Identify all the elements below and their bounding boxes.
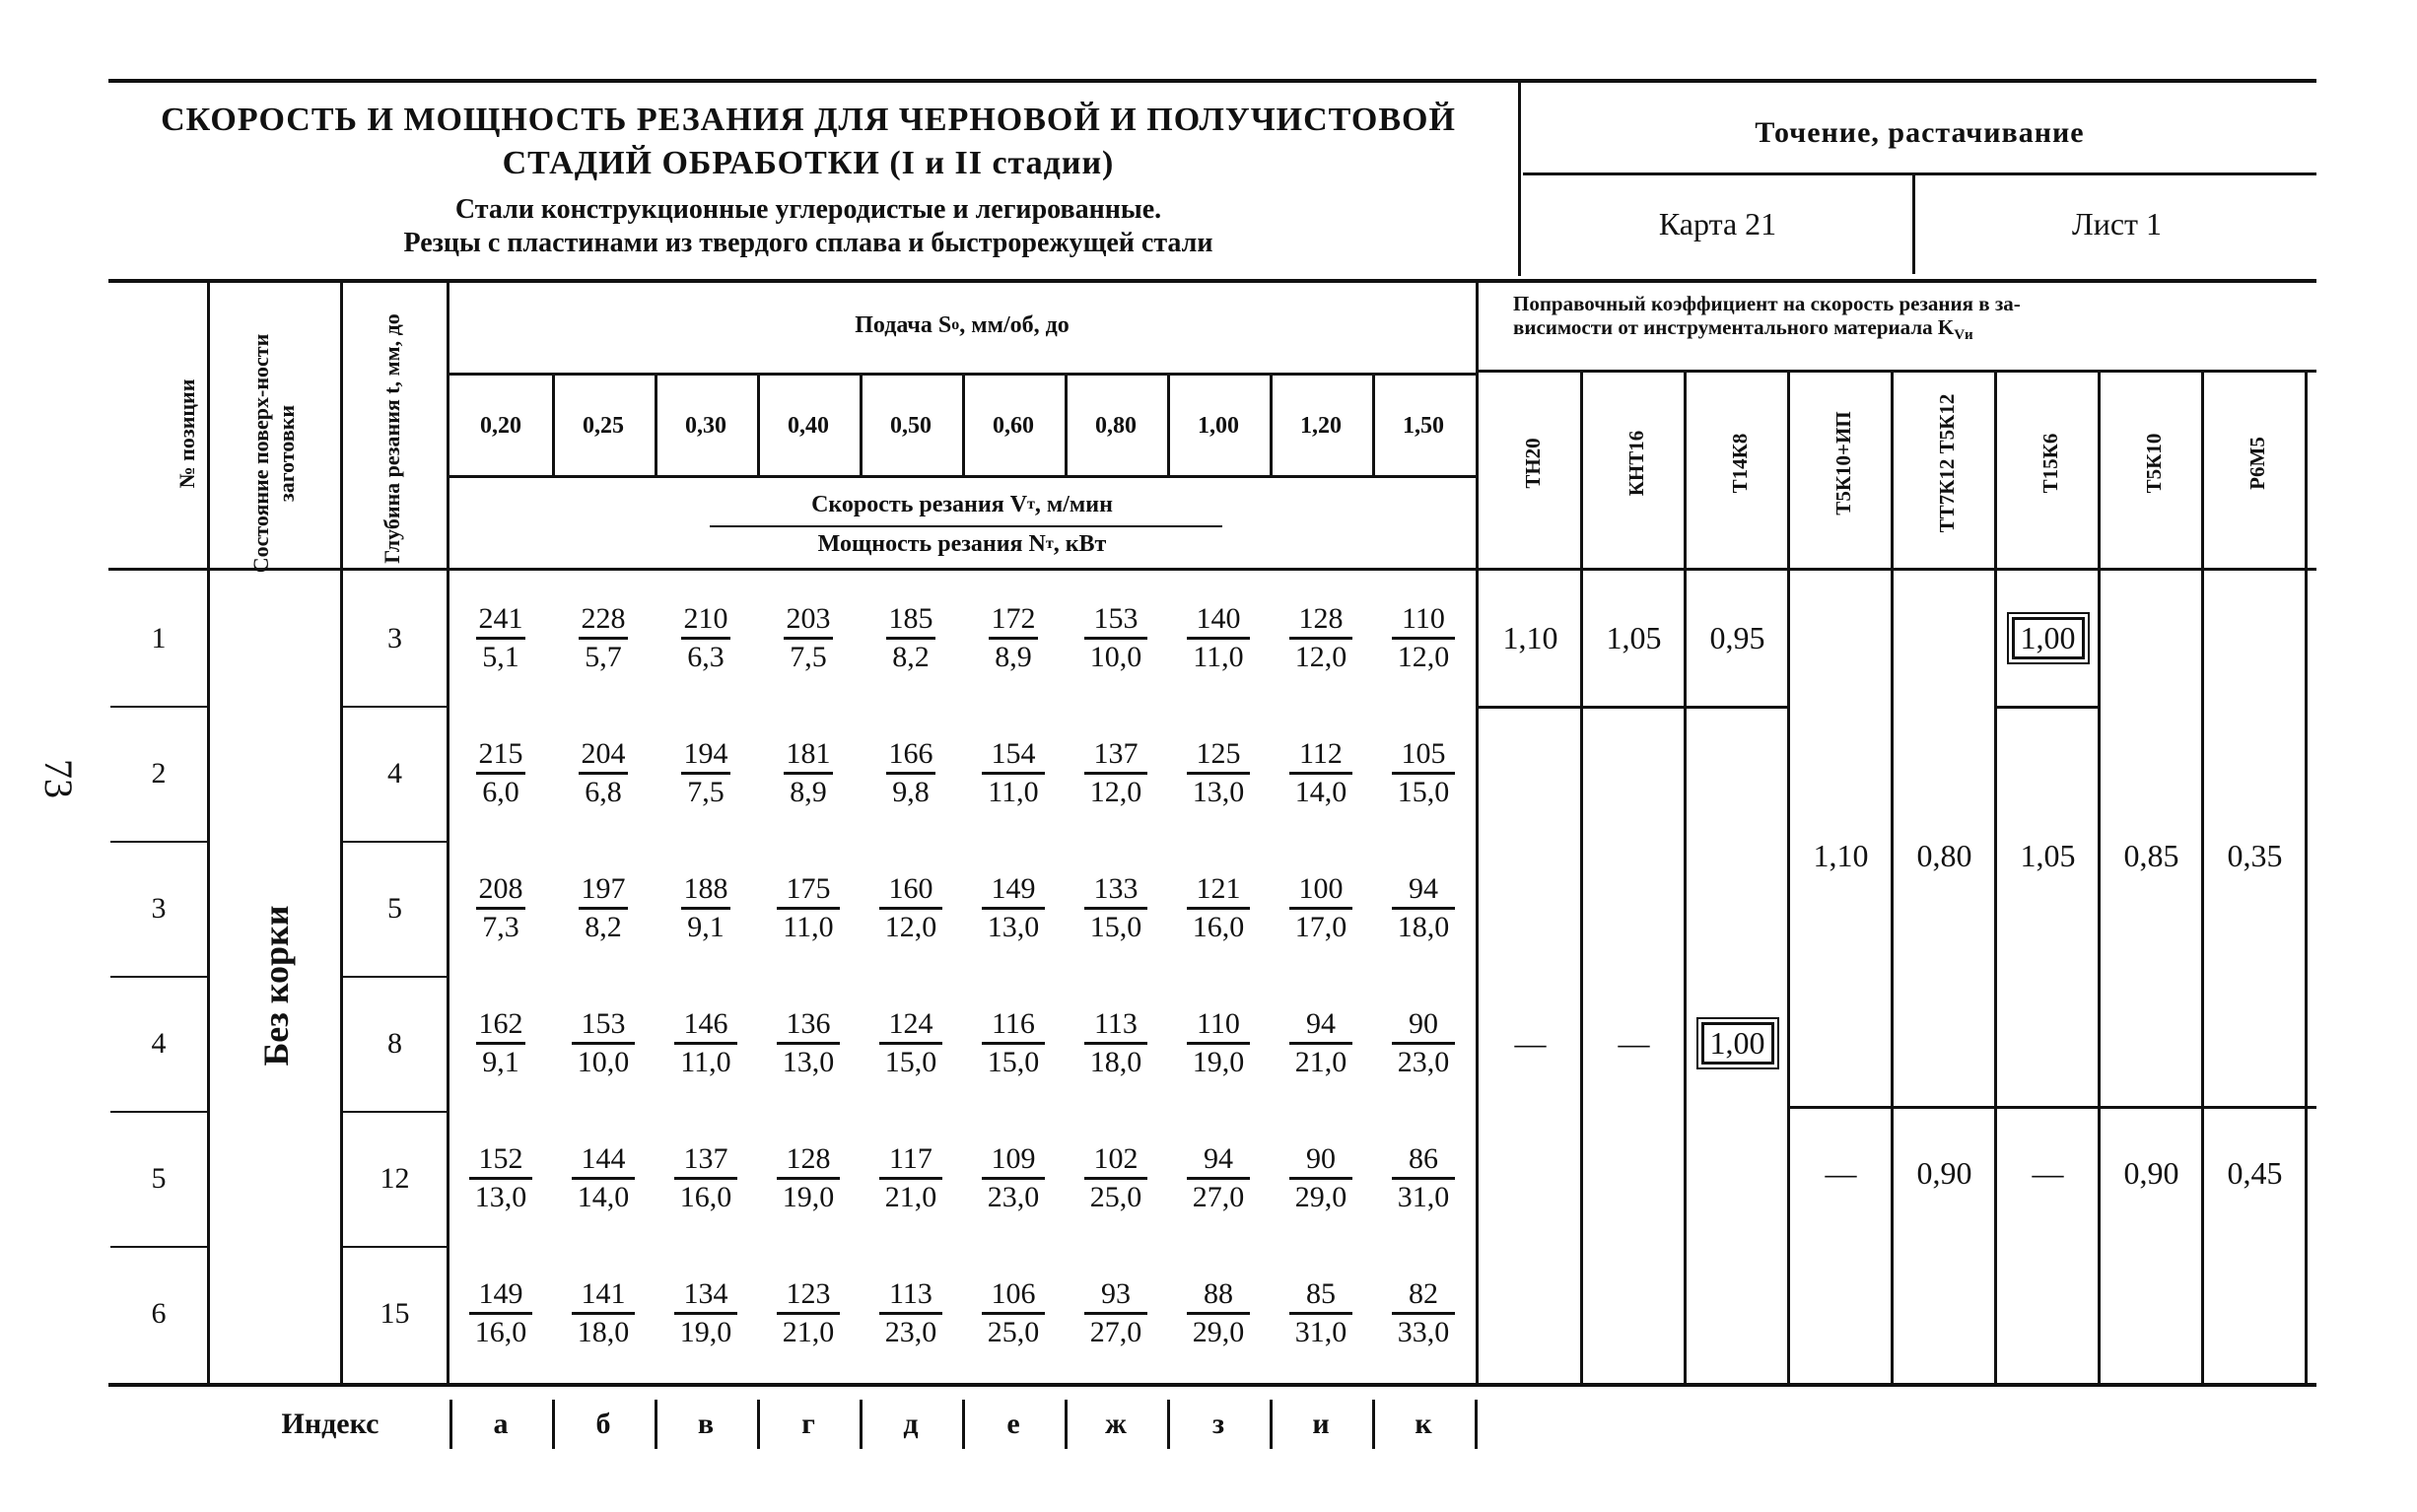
speed-value: 153 bbox=[1093, 602, 1139, 635]
card-number: Карта 21 bbox=[1658, 206, 1777, 241]
speed-power-cell bbox=[1372, 859, 1475, 958]
power-value: 23,0 bbox=[879, 1312, 943, 1350]
speed-value: 100 bbox=[1298, 872, 1344, 905]
speed-power-cell bbox=[1270, 588, 1372, 688]
speed-value: 94 bbox=[1306, 1007, 1336, 1040]
power-value: 13,0 bbox=[777, 1042, 841, 1080]
speed-value: 82 bbox=[1409, 1277, 1438, 1310]
speed-value: 175 bbox=[786, 872, 831, 905]
surface-value: Без корки bbox=[256, 905, 296, 1066]
speed-power-cell bbox=[655, 994, 757, 1093]
power-value: 18,0 bbox=[1084, 1042, 1148, 1080]
speed-value: 172 bbox=[991, 602, 1036, 635]
index-letter: а bbox=[493, 1408, 509, 1440]
speed-power-cell bbox=[449, 1129, 552, 1228]
speed-value: 109 bbox=[991, 1142, 1036, 1175]
coef-t5k10-text: 0,85 bbox=[2123, 837, 2179, 873]
coef-t15k6-dash-text: — bbox=[2032, 1154, 2064, 1191]
power-value: 12,0 bbox=[1289, 637, 1353, 675]
speed-value: 90 bbox=[1409, 1007, 1438, 1040]
speed-power-cell bbox=[757, 994, 860, 1093]
position-number: 2 bbox=[151, 756, 167, 790]
speed-value: 90 bbox=[1306, 1142, 1336, 1175]
power-value: 21,0 bbox=[777, 1312, 841, 1350]
feed-header: Подача S о , мм/об, до bbox=[855, 311, 1070, 338]
speed-power-cell bbox=[1167, 859, 1270, 958]
speed-power-cell bbox=[860, 1264, 962, 1363]
speed-power-cell bbox=[552, 723, 655, 823]
coef-th20-text: 1,10 bbox=[1502, 620, 1558, 655]
coef-t14k8-text: 0,95 bbox=[1709, 620, 1765, 655]
speed-power-cell bbox=[1270, 859, 1372, 958]
index-letter: в bbox=[697, 1408, 715, 1440]
power-value: 14,0 bbox=[1289, 772, 1353, 810]
power-value: 8,2 bbox=[579, 907, 628, 945]
power-value: 31,0 bbox=[1392, 1177, 1456, 1215]
coef-knt16-text: 1,05 bbox=[1606, 620, 1662, 655]
speed-power-cell bbox=[962, 1264, 1065, 1363]
speed-value: 241 bbox=[478, 602, 523, 635]
depth-value: 3 bbox=[387, 621, 402, 654]
speed-power-cell bbox=[1270, 1264, 1372, 1363]
power-value: 9,1 bbox=[681, 907, 730, 945]
speed-value: 102 bbox=[1093, 1142, 1139, 1175]
speed-power-cell bbox=[860, 859, 962, 958]
operation-label: Точение, растачивание bbox=[1755, 116, 2085, 149]
document-title-line2: СТАДИЙ ОБРАБОТКИ (I и II стадии) bbox=[502, 145, 1115, 181]
speed-power-cell bbox=[1065, 588, 1167, 688]
speed-power-cell bbox=[1270, 994, 1372, 1093]
speed-value: 141 bbox=[581, 1277, 626, 1310]
coef-r6m5-low-text: 0,45 bbox=[2227, 1154, 2283, 1191]
material-header: КНТ16 bbox=[1624, 430, 1648, 497]
power-value: 7,3 bbox=[476, 907, 525, 945]
speed-value: 133 bbox=[1093, 872, 1139, 905]
power-value: 12,0 bbox=[879, 907, 943, 945]
speed-power-cell bbox=[552, 1264, 655, 1363]
power-value: 18,0 bbox=[572, 1312, 636, 1350]
speed-value: 203 bbox=[786, 602, 831, 635]
speed-power-cell bbox=[757, 723, 860, 823]
power-value: 23,0 bbox=[982, 1177, 1046, 1215]
power-value: 25,0 bbox=[1084, 1177, 1148, 1215]
index-letter: д bbox=[903, 1408, 919, 1440]
feed-value: 0,80 bbox=[1095, 413, 1137, 439]
coef-t14k8 bbox=[1686, 571, 1789, 706]
power-value: 15,0 bbox=[1084, 907, 1148, 945]
depth-value: 12 bbox=[380, 1161, 410, 1195]
page-number: 73 bbox=[36, 759, 82, 798]
speed-power-cell bbox=[655, 1129, 757, 1228]
coef-t5k10ip-dash-text: — bbox=[1825, 1154, 1857, 1191]
speed-power-cell bbox=[1167, 723, 1270, 823]
feed-value: 1,20 bbox=[1300, 413, 1342, 439]
speed-value: 185 bbox=[888, 602, 933, 635]
speed-value: 134 bbox=[683, 1277, 728, 1310]
speed-power-cell bbox=[860, 1129, 962, 1228]
power-value: 21,0 bbox=[1289, 1042, 1353, 1080]
speed-power-cell bbox=[1167, 1264, 1270, 1363]
speed-value: 194 bbox=[683, 737, 728, 770]
power-value: 29,0 bbox=[1289, 1177, 1353, 1215]
coef-rule bbox=[1479, 706, 1789, 709]
speed-value: 85 bbox=[1306, 1277, 1336, 1310]
speed-power-cell bbox=[449, 1264, 552, 1363]
material-header: Т5К10 bbox=[2142, 433, 2166, 494]
document-subtitle-line1: Стали конструкционные углеродистые и легированные. bbox=[454, 194, 1162, 225]
power-value: 8,9 bbox=[784, 772, 833, 810]
speed-value: 112 bbox=[1299, 737, 1343, 770]
speed-power-cell bbox=[552, 588, 655, 688]
power-value: 7,5 bbox=[784, 637, 833, 675]
coef-knt16-dash-text: — bbox=[1618, 1025, 1650, 1061]
coef-t15k6-row1 bbox=[1996, 571, 2100, 706]
material-header: ТН20 bbox=[1521, 438, 1545, 489]
surface-column-header: Состояние поверх-ности заготовки bbox=[248, 333, 299, 574]
speed-value: 228 bbox=[581, 602, 626, 635]
index-letter: и bbox=[1312, 1408, 1330, 1440]
speed-value: 181 bbox=[786, 737, 831, 770]
table-bottom-rule bbox=[108, 1383, 2316, 1387]
speed-power-cell bbox=[449, 994, 552, 1093]
speed-value: 125 bbox=[1196, 737, 1241, 770]
coef-t15k6-dash bbox=[1996, 1109, 2100, 1237]
speed-value: 110 bbox=[1197, 1007, 1240, 1040]
speed-power-cell bbox=[1372, 588, 1475, 688]
speed-power-cell bbox=[757, 859, 860, 958]
coef-t5k10-low-text: 0,90 bbox=[2123, 1154, 2179, 1191]
power-value: 5,7 bbox=[579, 637, 628, 675]
power-value: 10,0 bbox=[572, 1042, 636, 1080]
coef-tt7k12-low-text: 0,90 bbox=[1916, 1154, 1972, 1191]
power-value: 25,0 bbox=[982, 1312, 1046, 1350]
power-value: 13,0 bbox=[469, 1177, 533, 1215]
power-value: 19,0 bbox=[1187, 1042, 1251, 1080]
speed-value: 144 bbox=[581, 1142, 626, 1175]
coef-knt16-dash bbox=[1582, 976, 1686, 1111]
feed-value: 0,30 bbox=[685, 413, 726, 439]
coef-t5k10ip-dash bbox=[1789, 1109, 1893, 1237]
power-value: 13,0 bbox=[1187, 772, 1251, 810]
coef-r6m5 bbox=[2203, 706, 2307, 1005]
power-value: 6,8 bbox=[579, 772, 628, 810]
sheet-number: Лист 1 bbox=[2071, 206, 2162, 241]
document-subtitle-line2: Резцы с пластинами из твердого сплава и быстрорежущей стали bbox=[403, 228, 1213, 258]
material-header: Т15К6 bbox=[2038, 433, 2062, 494]
power-value: 6,3 bbox=[681, 637, 730, 675]
speed-power-cell bbox=[962, 1129, 1065, 1228]
coef-tt7k12 bbox=[1893, 706, 1996, 1005]
power-value: 16,0 bbox=[469, 1312, 533, 1350]
speed-value: 152 bbox=[478, 1142, 523, 1175]
material-header: ТТ7К12 Т5К12 bbox=[1935, 393, 1959, 533]
speed-value: 121 bbox=[1196, 872, 1241, 905]
power-value: 5,1 bbox=[476, 637, 525, 675]
coef-th20-dash-text: — bbox=[1514, 1025, 1547, 1061]
coef-t15k6 bbox=[1996, 706, 2100, 1005]
speed-power-cell bbox=[655, 859, 757, 958]
power-value: 9,1 bbox=[476, 1042, 525, 1080]
speed-power-cell bbox=[1167, 994, 1270, 1093]
feed-value: 0,25 bbox=[583, 413, 624, 439]
speed-value: 117 bbox=[889, 1142, 932, 1175]
power-value: 31,0 bbox=[1289, 1312, 1353, 1350]
power-value: 15,0 bbox=[982, 1042, 1046, 1080]
power-value: 29,0 bbox=[1187, 1312, 1251, 1350]
speed-value: 113 bbox=[889, 1277, 932, 1310]
power-value: 15,0 bbox=[1392, 772, 1456, 810]
speed-value: 208 bbox=[478, 872, 523, 905]
speed-power-cell bbox=[1372, 723, 1475, 823]
feed-value: 0,20 bbox=[480, 413, 521, 439]
power-value: 27,0 bbox=[1084, 1312, 1148, 1350]
top-rule bbox=[108, 79, 2316, 83]
index-letter: з bbox=[1211, 1408, 1225, 1440]
speed-value: 137 bbox=[683, 1142, 728, 1175]
speed-power-cell bbox=[1065, 1264, 1167, 1363]
speed-value: 146 bbox=[683, 1007, 728, 1040]
feed-value: 0,60 bbox=[993, 413, 1034, 439]
speed-power-cell bbox=[1065, 1129, 1167, 1228]
power-value: 11,0 bbox=[674, 1042, 736, 1080]
speed-value: 149 bbox=[991, 872, 1036, 905]
index-letter: г bbox=[801, 1408, 815, 1440]
power-value: 8,2 bbox=[886, 637, 935, 675]
speed-value: 128 bbox=[1298, 602, 1344, 635]
speed-value: 154 bbox=[991, 737, 1036, 770]
power-value: 12,0 bbox=[1084, 772, 1148, 810]
coef-r6m5-text: 0,35 bbox=[2227, 837, 2283, 873]
speed-power-cell bbox=[1270, 1129, 1372, 1228]
speed-power-cell bbox=[757, 1129, 860, 1228]
power-value: 11,0 bbox=[982, 772, 1044, 810]
speed-power-cell bbox=[655, 1264, 757, 1363]
power-value: 19,0 bbox=[674, 1312, 738, 1350]
speed-power-cell bbox=[962, 723, 1065, 823]
speed-value: 123 bbox=[786, 1277, 831, 1310]
speed-power-cell bbox=[1372, 1264, 1475, 1363]
coef-t5k10-low bbox=[2100, 1109, 2203, 1237]
position-number: 3 bbox=[151, 891, 167, 925]
power-value: 7,5 bbox=[681, 772, 730, 810]
power-value: 15,0 bbox=[879, 1042, 943, 1080]
speed-power-cell bbox=[962, 588, 1065, 688]
position-number: 6 bbox=[151, 1296, 167, 1330]
speed-power-cell bbox=[449, 723, 552, 823]
speed-power-cell bbox=[449, 588, 552, 688]
coef-tt7k12-low bbox=[1893, 1109, 1996, 1237]
speed-value: 94 bbox=[1204, 1142, 1233, 1175]
speed-power-cell bbox=[552, 1129, 655, 1228]
material-header: Р6М5 bbox=[2245, 437, 2269, 490]
speed-power-cell bbox=[860, 723, 962, 823]
position-number: 5 bbox=[151, 1161, 167, 1195]
speed-value: 106 bbox=[991, 1277, 1036, 1310]
speed-power-cell bbox=[962, 994, 1065, 1093]
speed-label: Скорость резания V т , м/мин bbox=[811, 491, 1113, 517]
position-number: 1 bbox=[151, 621, 167, 654]
depth-value: 15 bbox=[380, 1296, 410, 1330]
card-sheet-divider bbox=[1912, 175, 1915, 274]
index-letter: ж bbox=[1105, 1408, 1127, 1440]
speed-power-cell bbox=[1270, 723, 1372, 823]
speed-power-cell bbox=[655, 588, 757, 688]
speed-value: 128 bbox=[786, 1142, 831, 1175]
speed-value: 86 bbox=[1409, 1142, 1438, 1175]
coef-r6m5-low bbox=[2203, 1109, 2307, 1237]
speed-value: 136 bbox=[786, 1007, 831, 1040]
power-value: 13,0 bbox=[982, 907, 1046, 945]
table-top-rule bbox=[108, 279, 2316, 283]
correction-header: Поправочный коэффициент на скорость резания в за- висимости от инструментального материала $K_{Vи}$ bbox=[1513, 292, 2021, 344]
speed-power-cell bbox=[1065, 723, 1167, 823]
speed-value: 94 bbox=[1409, 872, 1438, 905]
speed-value: 113 bbox=[1094, 1007, 1138, 1040]
power-value: 11,0 bbox=[1187, 637, 1249, 675]
header-divider bbox=[1518, 79, 1521, 276]
speed-value: 188 bbox=[683, 872, 728, 905]
index-label: Индекс bbox=[281, 1408, 380, 1440]
feed-value: 1,00 bbox=[1198, 413, 1239, 439]
power-value: 21,0 bbox=[879, 1177, 943, 1215]
speed-power-cell bbox=[655, 723, 757, 823]
speed-power-cell bbox=[860, 588, 962, 688]
speed-power-cell bbox=[1065, 994, 1167, 1093]
depth-column-header: Глубина резания t, мм, до bbox=[380, 313, 404, 564]
speed-power-cell bbox=[757, 588, 860, 688]
speed-value: 124 bbox=[888, 1007, 933, 1040]
speed-value: 160 bbox=[888, 872, 933, 905]
coef-t5k10ip bbox=[1789, 706, 1893, 1005]
speed-power-cell bbox=[449, 859, 552, 958]
power-value: 16,0 bbox=[674, 1177, 738, 1215]
depth-value: 4 bbox=[387, 756, 402, 790]
power-value: 6,0 bbox=[476, 772, 525, 810]
speed-value: 105 bbox=[1401, 737, 1446, 770]
power-label: Мощность резания N т , кВт bbox=[817, 530, 1107, 557]
power-value: 8,9 bbox=[989, 637, 1038, 675]
coef-knt16 bbox=[1582, 571, 1686, 706]
speed-power-cell bbox=[1065, 859, 1167, 958]
power-value: 14,0 bbox=[572, 1177, 636, 1215]
position-column-header: № позиции bbox=[174, 378, 199, 489]
speed-power-cell bbox=[1167, 1129, 1270, 1228]
depth-value: 5 bbox=[387, 891, 402, 925]
speed-power-cell bbox=[552, 859, 655, 958]
coef-t5k10ip-text: 1,10 bbox=[1813, 837, 1869, 873]
coef-tt7k12-text: 0,80 bbox=[1916, 837, 1972, 873]
coef-t14k8-row4 bbox=[1686, 976, 1789, 1111]
speed-value: 149 bbox=[478, 1277, 523, 1310]
speed-value: 110 bbox=[1402, 602, 1445, 635]
power-value: 23,0 bbox=[1392, 1042, 1456, 1080]
feed-value: 0,40 bbox=[788, 413, 829, 439]
speed-power-cell bbox=[757, 1264, 860, 1363]
speed-power-cell bbox=[1372, 1129, 1475, 1228]
power-value: 9,8 bbox=[886, 772, 935, 810]
speed-power-cell bbox=[860, 994, 962, 1093]
position-number: 4 bbox=[151, 1026, 167, 1060]
speed-value: 153 bbox=[581, 1007, 626, 1040]
power-value: 16,0 bbox=[1187, 907, 1251, 945]
feed-value: 0,50 bbox=[890, 413, 932, 439]
power-value: 17,0 bbox=[1289, 907, 1353, 945]
speed-value: 93 bbox=[1101, 1277, 1131, 1310]
speed-power-cell bbox=[962, 859, 1065, 958]
material-header: Т14К8 bbox=[1728, 433, 1752, 494]
index-letter: к bbox=[1415, 1408, 1432, 1440]
material-header: Т5К10+ИП bbox=[1831, 411, 1855, 515]
depth-value: 8 bbox=[387, 1026, 402, 1060]
coef-th20-dash bbox=[1479, 976, 1582, 1111]
power-value: 18,0 bbox=[1392, 907, 1456, 945]
power-value: 27,0 bbox=[1187, 1177, 1251, 1215]
coef-th20 bbox=[1479, 571, 1582, 706]
power-value: 19,0 bbox=[777, 1177, 841, 1215]
power-value: 10,0 bbox=[1084, 637, 1148, 675]
speed-value: 116 bbox=[992, 1007, 1035, 1040]
speed-value: 215 bbox=[478, 737, 523, 770]
speed-value: 210 bbox=[683, 602, 728, 635]
speed-power-cell bbox=[1167, 588, 1270, 688]
speed-value: 140 bbox=[1196, 602, 1241, 635]
power-value: 33,0 bbox=[1392, 1312, 1456, 1350]
speed-value: 204 bbox=[581, 737, 626, 770]
coef-t5k10 bbox=[2100, 706, 2203, 1005]
operation-rule bbox=[1523, 172, 2316, 175]
speed-value: 197 bbox=[581, 872, 626, 905]
coef-t14k8-row4-text: 1,00 bbox=[1701, 1022, 1774, 1065]
speed-value: 137 bbox=[1093, 737, 1139, 770]
power-value: 12,0 bbox=[1392, 637, 1456, 675]
coef-t15k6-row1-text: 1,00 bbox=[2012, 617, 2085, 659]
speed-value: 166 bbox=[888, 737, 933, 770]
power-value: 11,0 bbox=[777, 907, 839, 945]
speed-value: 88 bbox=[1204, 1277, 1233, 1310]
coef-t15k6-text: 1,05 bbox=[2020, 837, 2076, 873]
document-title-line1: СКОРОСТЬ И МОЩНОСТЬ РЕЗАНИЯ ДЛЯ ЧЕРНОВОЙ И ПОЛУЧИСТОВОЙ bbox=[161, 102, 1456, 138]
speed-value: 162 bbox=[478, 1007, 523, 1040]
speed-power-cell bbox=[1372, 994, 1475, 1093]
speed-power-cell bbox=[552, 994, 655, 1093]
index-letter: е bbox=[1006, 1408, 1020, 1440]
feed-value: 1,50 bbox=[1403, 413, 1444, 439]
col-line-coef bbox=[1476, 281, 1479, 1383]
index-letter: б bbox=[595, 1408, 611, 1440]
index-tick bbox=[1475, 1400, 1478, 1449]
